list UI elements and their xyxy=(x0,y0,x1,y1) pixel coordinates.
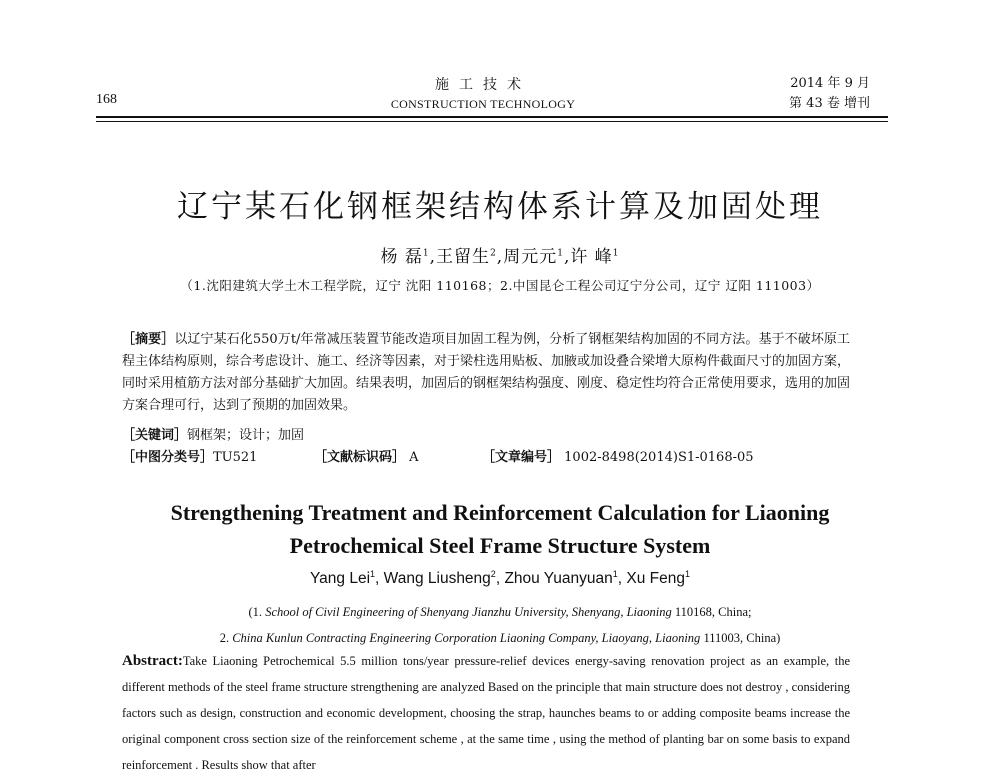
clc-number xyxy=(122,447,314,469)
author-list-cn: 杨 磊$^1$,王留生$^2$,周元元$^1$,许 峰$^1$ xyxy=(380,247,620,267)
journal-name-cn: 施工技术 xyxy=(435,77,531,93)
abstract-en-text: Take Liaoning Petrochemical 5.5 million tons/year pressure-relief devices energy-saving renovation project as an example, the different methods of the steel frame structure strengthening are analyzed Based on the principle that main structure does not destroy , considering factors such as design, construction and economic development, choosing the strap, haunches beams to or adding composite beams increase the original component cross section size of the reinforcement scheme , at the same time , using the method of planting bar on some basis to expand reinforcement . Results show that after xyxy=(122,654,850,772)
affiliation-en-1-code: 110168, China; xyxy=(674,605,752,619)
header-rule xyxy=(96,116,888,118)
author-name: 王留生 xyxy=(436,247,491,267)
affiliation-en-2: 2. China Kunlun Contracting Engineering Corporation Liaoning Company, Liaoyang, Liaoning 111003, China) xyxy=(219,631,781,645)
author-mark: 1 xyxy=(685,569,691,579)
keywords xyxy=(122,425,304,447)
abstract-cn xyxy=(122,329,850,417)
article-no-label: ［文章编号］ xyxy=(482,450,561,465)
title-en-line-1: Strengthening Treatment and Reinforcement Calculation for Liaoning xyxy=(170,500,830,525)
doc-code-value: A xyxy=(409,450,419,465)
title-en-line-2: Petrochemical Steel Frame Structure System xyxy=(289,533,711,558)
article-title-cn: 辽宁某石化钢框架结构体系计算及加固处理 xyxy=(177,189,823,225)
affiliation-en-2-name: China Kunlun Contracting Engineering Corporation Liaoning Company, Liaoyang, Liaoning xyxy=(232,631,701,645)
abstract-cn-label: ［摘要］ xyxy=(122,332,175,347)
doc-code-label: ［文献标识码］ xyxy=(314,450,406,465)
author-list-en: Yang Lei$^1$, Wang Liusheng$^2$, Zhou Yuanyuan$^1$, Xu Feng$^1$ xyxy=(309,569,691,588)
affiliation-en-1-name: School of Civil Engineering of Shenyang Jianzhu University, Shenyang, Liaoning xyxy=(265,605,672,619)
issue-info xyxy=(789,74,870,114)
issue-date: 2014 年 9 月 xyxy=(790,76,870,91)
author-mark: 1 xyxy=(422,248,430,259)
keywords-label: ［关键词］ xyxy=(122,428,188,443)
page-number: 168 xyxy=(96,92,117,107)
document-code xyxy=(314,447,482,469)
affiliation-en-1: (1. School of Civil Engineering of Shenyang Jianzhu University, Shenyang, Liaoning 110168, China; xyxy=(248,605,752,619)
author-mark: 1 xyxy=(612,248,620,259)
article-no-value: 1002-8498(2014)S1-0168-05 xyxy=(564,450,754,465)
author-mark: 1 xyxy=(612,569,618,579)
keywords-text: 钢框架；设计；加固 xyxy=(187,428,305,443)
author-name: 杨 磊 xyxy=(380,247,423,267)
issue-volume: 第 43 卷 增刊 xyxy=(789,96,870,111)
article-title-en xyxy=(0,496,1000,562)
journal-name-en: CONSTRUCTION TECHNOLOGY xyxy=(390,97,576,111)
affiliation-en xyxy=(0,599,1000,651)
classification-line xyxy=(122,447,850,469)
author-name-en: Xu Feng xyxy=(626,570,685,588)
author-name-en: Yang Lei xyxy=(309,570,371,588)
affiliation-en-2-code: 111003, China) xyxy=(703,631,781,645)
author-mark: 1 xyxy=(557,248,564,259)
running-header xyxy=(96,74,870,118)
clc-label: ［中图分类号］ xyxy=(122,450,214,465)
abstract-en-label: Abstract: xyxy=(122,653,183,669)
author-name: 许 峰 xyxy=(570,247,613,267)
affiliation-cn: （1.沈阳建筑大学土木工程学院，辽宁 沈阳 110168；2.中国昆仑工程公司辽宁分公司，辽宁 辽阳 111003） xyxy=(180,278,820,293)
author-name: 周元元 xyxy=(503,247,558,267)
journal-name xyxy=(96,74,870,112)
author-name-en: Zhou Yuanyuan xyxy=(504,570,613,588)
author-mark: 2 xyxy=(490,569,496,579)
author-mark: 1 xyxy=(370,569,376,579)
author-mark: 2 xyxy=(490,248,497,259)
abstract-cn-text: 以辽宁某石化550万t/年常减压装置节能改造项目加固工程为例，分析了钢框架结构加固的不同方法。基于不破坏原工程主体结构原则，综合考虑设计、施工、经济等因素，对于梁柱选用贴板、加腋或加设叠合梁增大原构件截面尺寸的加固方案，同时采用植筋方法对部分基础扩大加固。结果表明，加固后的钢框架结构强度、刚度、稳定性均符合正常使用要求，选用的加固方案合理可行，达到了预期的加固效果。 xyxy=(122,332,851,413)
article-number xyxy=(482,447,754,469)
clc-value: TU521 xyxy=(213,450,258,465)
author-name-en: Wang Liusheng xyxy=(383,570,491,588)
abstract-en xyxy=(122,648,850,778)
header-rule-thin xyxy=(96,121,888,122)
